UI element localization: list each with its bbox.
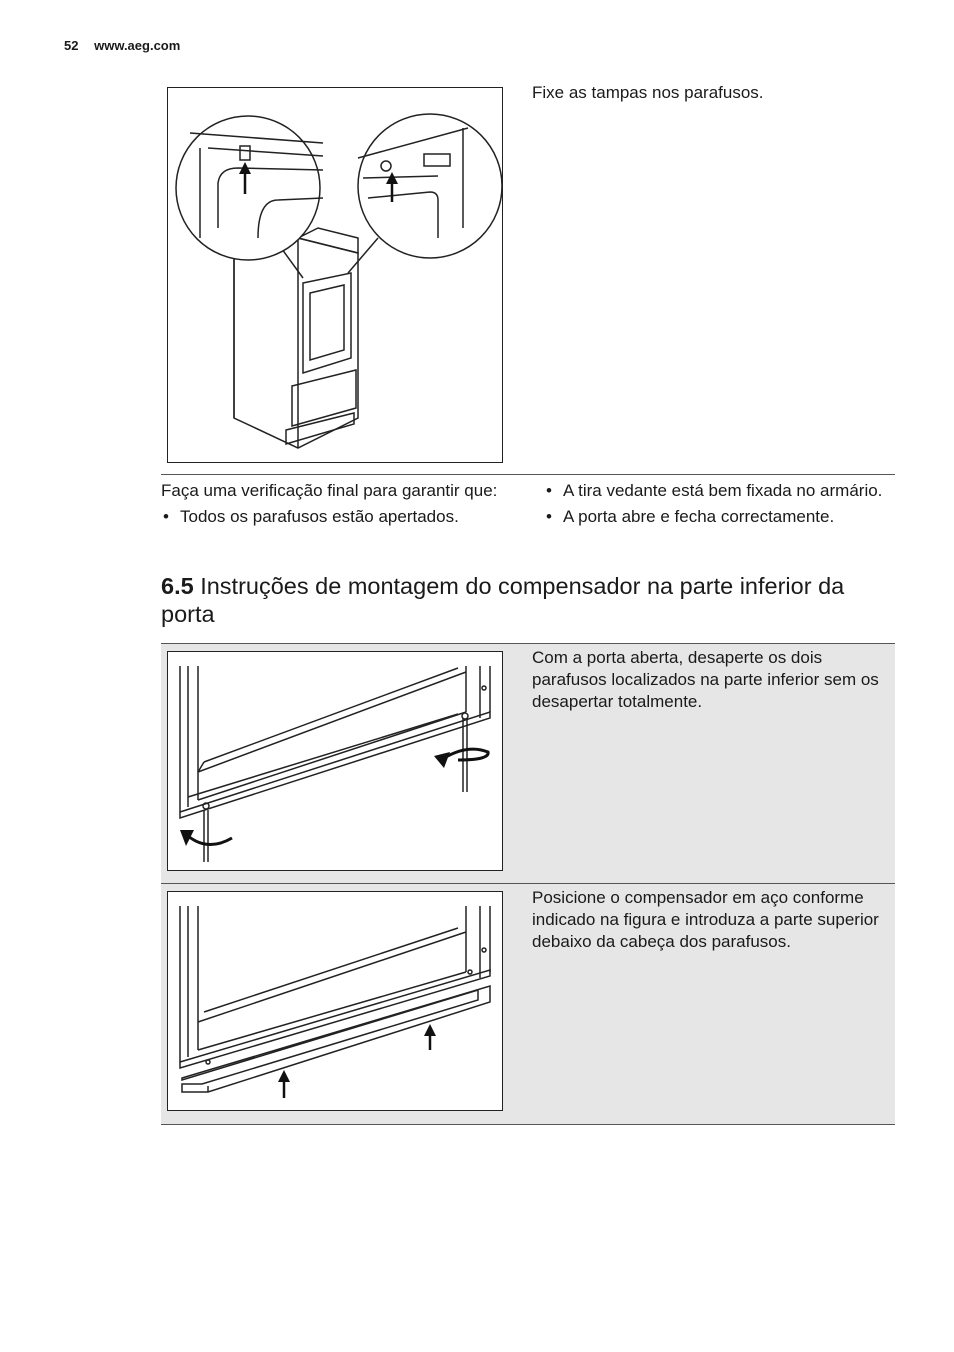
door-unscrew-illustration — [168, 652, 502, 870]
cabinet-covers-illustration — [168, 88, 502, 462]
figure-cabinet-covers — [167, 87, 503, 463]
website-url: www.aeg.com — [94, 38, 181, 53]
page-number: 52 — [64, 38, 79, 53]
step-1-text: Com a porta aberta, desaperte os dois parafusos localizados na parte inferior sem os desapertar totalmente. — [532, 648, 879, 711]
list-item: • A porta abre e fecha correctamente. — [544, 506, 889, 528]
final-check-list-left — [161, 506, 511, 528]
section-title: Instruções de montagem do compensador na parte inferior da porta — [161, 573, 845, 627]
final-check-list-right — [544, 480, 889, 528]
figure-compensator — [167, 891, 503, 1111]
step-2-text: Posicione o compensador em aço conforme indicado na figura e introduza a parte superior debaixo da cabeça dos parafusos. — [532, 888, 879, 951]
list-item: • Todos os parafusos estão apertados. — [161, 506, 511, 528]
divider-bottom — [161, 1124, 895, 1125]
final-check-left — [161, 480, 511, 528]
step-fix-covers-text: Fixe as tampas nos parafusos. — [532, 83, 764, 102]
final-check-intro: Faça uma verificação final para garantir que: — [161, 481, 498, 500]
compensator-illustration — [168, 892, 502, 1110]
final-check-right — [544, 480, 889, 528]
section-heading — [161, 572, 896, 628]
section-number: 6.5 — [161, 573, 194, 599]
list-item: • A tira vedante está bem fixada no armário. — [544, 480, 889, 502]
page-header — [64, 38, 192, 53]
divider-top — [161, 474, 895, 475]
figure-unscrew — [167, 651, 503, 871]
